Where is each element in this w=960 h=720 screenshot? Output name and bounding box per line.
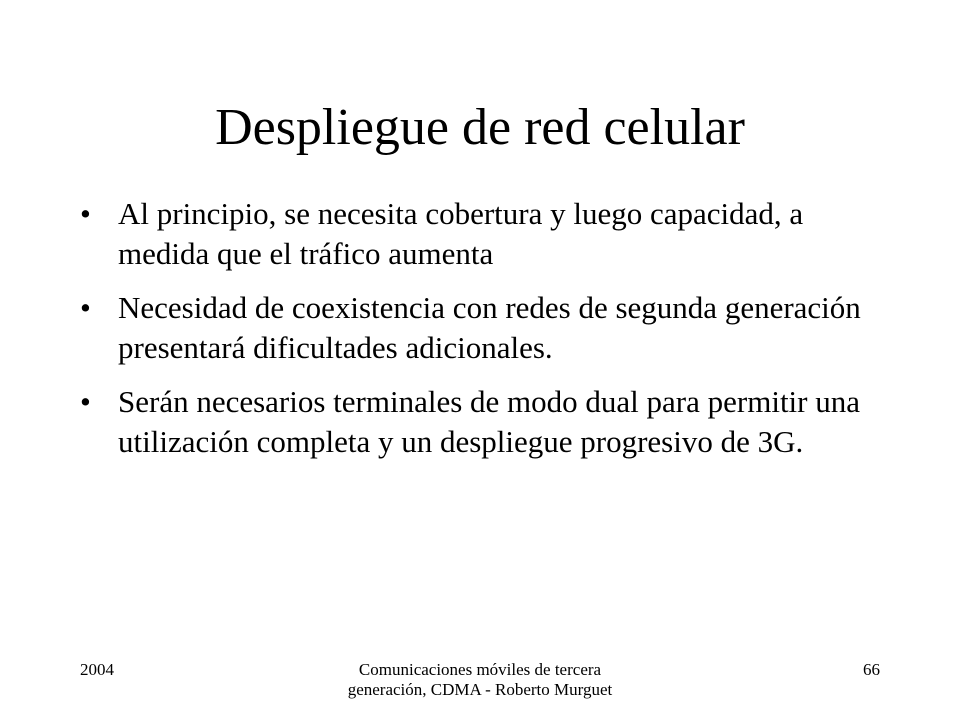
bullet-item [80, 194, 880, 274]
bullet-text: Serán necesarios terminales de modo dual para permitir una utilización completa y un despliegue progresivo de 3G. [118, 384, 861, 459]
bullet-icon: • [80, 290, 91, 325]
footer-year: 2004 [80, 660, 114, 679]
bullet-item [80, 288, 880, 368]
slide-title: Despliegue de red celular [215, 99, 745, 156]
bullet-icon: • [80, 196, 91, 231]
bullet-text: Al principio, se necesita cobertura y luego capacidad, a medida que el tráfico aumenta [118, 196, 804, 271]
footer-course-title: Comunicaciones móviles de tercera generación, CDMA - Roberto Murguet [347, 660, 613, 699]
bullet-text: Necesidad de coexistencia con redes de segunda generación presentará dificultades adicionales. [118, 290, 861, 365]
bullet-item [80, 382, 880, 462]
bullet-list [80, 194, 880, 476]
footer-page-number: 66 [863, 660, 880, 679]
bullet-icon: • [80, 384, 91, 419]
